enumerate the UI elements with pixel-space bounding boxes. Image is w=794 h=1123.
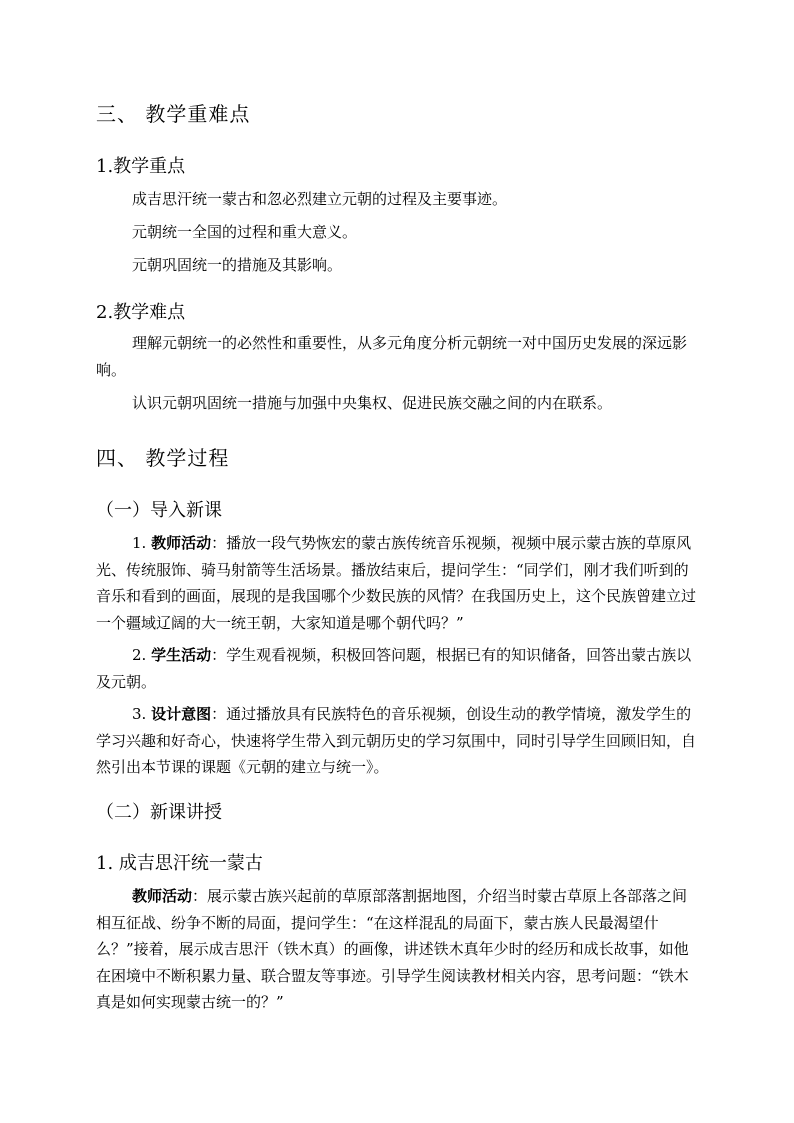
difficult-point-1: 理解元朝统一的必然性和重要性，从多元角度分析元朝统一对中国历史发展的深远影响。 (96, 334, 688, 379)
key-point-2: 元朝统一全国的过程和重大意义。 (132, 223, 358, 241)
item-number: 3. (132, 705, 147, 723)
item-label: 教师活动 (151, 534, 212, 552)
item-text: ：通过播放具有民族特色的音乐视频，创设生动的教学情境，激发学生的学习兴趣和好奇心，快速将学生带入到元朝历史的学习氛围中，同时引导学生回顾旧知，自然引出本节课的课题《元朝的建立与统一》。 (96, 705, 697, 776)
item-number: 1. (132, 534, 147, 552)
item-number: 2. (132, 646, 147, 664)
intro-item-teacher (96, 530, 696, 636)
section-3-heading: 三、 教学重难点 (96, 102, 251, 126)
difficult-point-2: 认识元朝巩固统一措施与加强中央集权、促进民族交融之间的内在联系。 (132, 394, 613, 412)
difficult-points-heading: 2.教学难点 (96, 302, 186, 323)
subsection-1-paragraph (96, 883, 696, 1016)
section-4-heading: 四、 教学过程 (96, 446, 230, 470)
item-text: ：展示蒙古族兴起前的草原部落割据地图，介绍当时蒙古草原上各部落之间相互征战、纷争不断的局面，提问学生：“在这样混乱的局面下，蒙古族人民最渴望什么？”接着，展示成吉思汗（铁木真）的画像，讲述铁木真年少时的经历和成长故事，如他在困境中不断积累力量、联合盟友等事迹。引导学生阅读教材相关内容，思考问题：“铁木真是如何实现蒙古统一的？” (96, 887, 689, 1011)
intro-item-design (96, 701, 696, 781)
item-label: 设计意图 (151, 705, 212, 723)
key-points-heading: 1.教学重点 (96, 156, 186, 177)
item-label: 学生活动 (151, 646, 212, 664)
key-point-1: 成吉思汗统一蒙古和忽必烈建立元朝的过程及主要事迹。 (132, 190, 508, 208)
item-text: ：播放一段气势恢宏的蒙古族传统音乐视频，视频中展示蒙古族的草原风光、传统服饰、骑马射箭等生活场景。播放结束后，提问学生：“同学们，刚才我们听到的音乐和看到的画面，展现的是我国哪个少数民族的风情？在我国历史上，这个民族曾建立过一个疆域辽阔的大一统王朝，大家知道是哪个朝代吗？” (96, 534, 697, 632)
intro-item-student (96, 642, 696, 695)
part-1-heading: （一）导入新课 (96, 500, 222, 521)
part-2-heading: （二）新课讲授 (96, 802, 222, 823)
key-point-3: 元朝巩固统一的措施及其影响。 (132, 256, 343, 274)
item-label: 教师活动 (132, 887, 193, 905)
item-text: ：学生观看视频，积极回答问题，根据已有的知识储备，回答出蒙古族以及元朝。 (96, 646, 692, 691)
subsection-1-heading: 1. 成吉思汗统一蒙古 (96, 853, 263, 874)
